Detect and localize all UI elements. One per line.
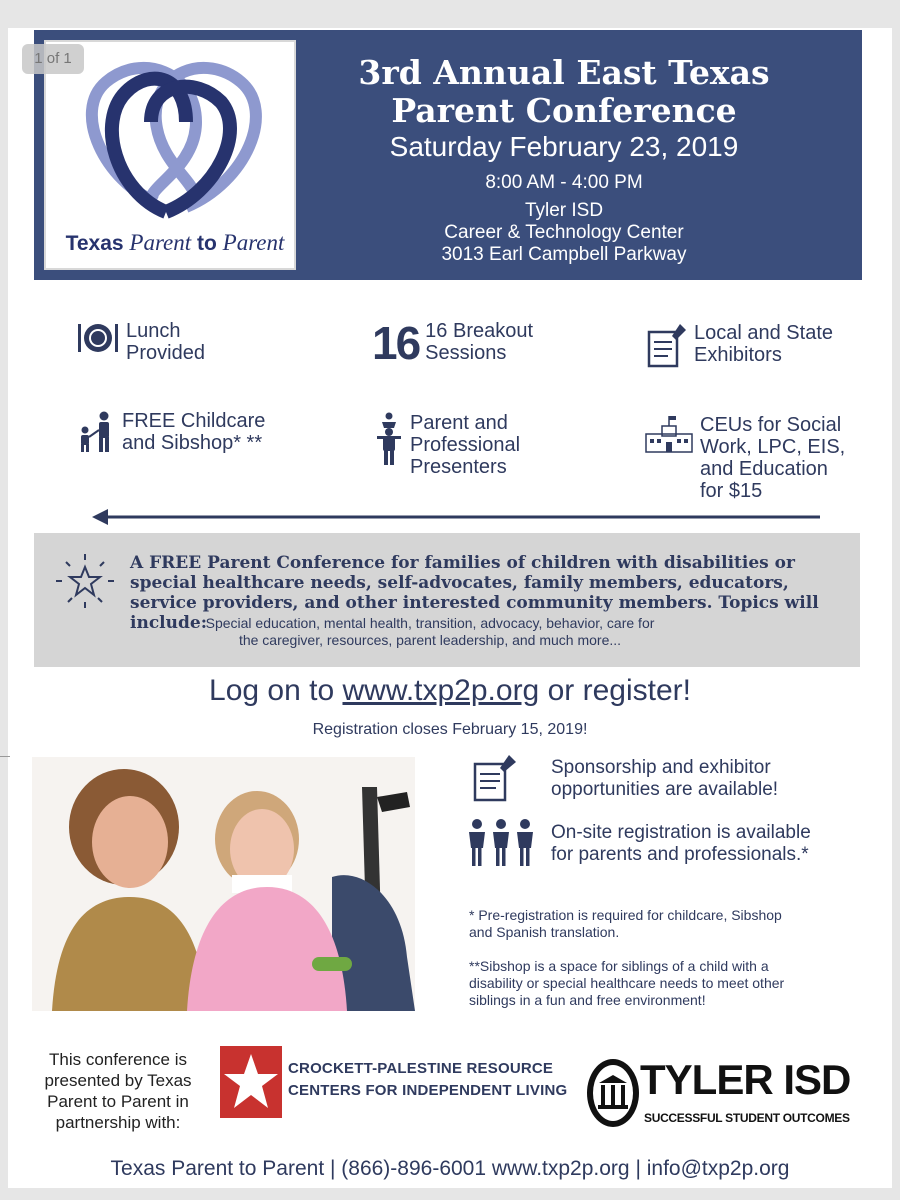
childcare-label-line1: FREE Childcare [122,410,266,432]
feature-childcare [76,410,265,454]
venue-line3: 3013 Earl Campbell Parkway [441,244,687,265]
logo-word-texas: Texas [65,232,130,255]
parent-child-shoulders-icon [374,412,404,466]
registration-deadline: Registration closes February 15, 2019! [312,721,588,738]
ceus-label-line4: for $15 [700,480,763,502]
arrow-left-icon [92,507,822,527]
info-topics-line1: Special education, mental health, transition, advocacy, behavior, care for [205,615,655,631]
exhibitors-label-line1: Local and State [694,322,833,344]
group-people-icon [466,818,536,868]
logo-word-to: to [191,232,223,255]
breakout-label-line2: Sessions [425,342,507,364]
event-title [310,54,818,130]
register-prefix: Log on to [209,674,343,707]
plate-cutlery-icon [76,320,120,356]
venue-line2: Career & Technology Center [444,222,684,243]
onsite-line1: On-site registration is available [551,822,811,843]
info-topics-line2: the caregiver, resources, parent leadership, and much more... [238,632,622,648]
childcare-label-line2: and Sibshop* ** [122,432,263,454]
logo-wordmark [60,230,290,256]
info-topics [130,615,730,649]
cprc-line1: CROCKETT-PALESTINE RESOURCE [288,1060,554,1077]
tyler-isd-emblem-icon [585,1057,641,1129]
cprc-name [288,1058,588,1102]
page-counter: 1 of 1 [22,44,84,74]
cprc-logo [220,1046,282,1118]
breakout-number: 16 [372,317,420,369]
event-date: Saturday February 23, 2019 [389,131,739,162]
register-link[interactable]: www.txp2p.org [342,674,540,707]
edge-rule [0,756,10,757]
star-burst-icon [54,552,116,610]
event-title-line1: 3rd Annual East Texas [358,53,770,92]
cprc-line2: CENTERS FOR INDEPENDENT LIVING [288,1082,568,1099]
feature-lunch [76,320,205,364]
onsite-line2: for parents and professionals.* [551,844,809,865]
info-heading: A FREE Parent Conference for families of children with disabilities or special healthcare needs, self-advocates, family members, educators, service providers, and other interested community members. Topics will include: [130,553,819,633]
sponsorship-line1: Sponsorship and exhibitor [551,757,771,778]
feature-exhibitors [646,322,833,370]
footnote-preregistration [469,907,782,941]
logo-word-parent-2: Parent [222,230,285,255]
note1-line1: * Pre-registration is required for childcare, Sibshop [469,907,782,923]
presenters-label-line1: Parent and [410,412,508,434]
lunch-label-line1: Lunch [126,320,181,342]
breakout-label-line1: 16 Breakout [425,320,534,342]
event-title-line2: Parent Conference [391,91,737,130]
ceus-label-line2: Work, LPC, EIS, [700,436,846,458]
note2-line3: siblings in a fun and free environment! [469,992,706,1008]
school-building-icon [644,414,694,454]
feature-presenters [374,412,520,478]
register-callout [0,674,900,708]
sponsorship-note [551,757,778,801]
feature-ceus [644,414,845,502]
tyler-isd-name: TYLER ISD [640,1056,851,1103]
footnote-sibshop [469,958,784,1009]
note1-line2: and Spanish translation. [469,924,620,940]
presenters-label-line2: Professional [410,434,521,456]
exhibitors-label-line2: Exhibitors [694,344,782,366]
clipboard-pin-icon [646,322,688,370]
note2-line2: disability or special healthcare needs to meet other [469,975,785,991]
onsite-note [551,822,811,866]
star-icon [220,1046,282,1118]
photo-mother-daughter [32,757,415,1011]
tyler-isd-tagline: SUCCESSFUL STUDENT OUTCOMES [644,1111,850,1125]
ceus-label-line1: CEUs for Social [700,414,842,436]
venue-line1: Tyler ISD [524,200,604,221]
presented-by-text: This conference is presented by Texas Parent to Parent in partnership with: [44,1050,192,1132]
clipboard-pin-icon-2 [472,752,518,804]
ceus-label-line3: and Education [700,458,828,480]
lunch-label-line2: Provided [126,342,205,364]
presenters-label-line3: Presenters [410,456,507,478]
texas-p2p-logo [44,40,296,270]
event-details [310,172,818,266]
footer-contact: Texas Parent to Parent | (866)-896-6001 www.txp2p.org | info@txp2p.org [110,1157,790,1180]
adult-child-icon [76,410,116,454]
event-time: 8:00 AM - 4:00 PM [485,172,643,193]
register-suffix: or register! [539,674,691,707]
sponsorship-line2: opportunities are available! [551,779,779,800]
note2-line1: **Sibshop is a space for siblings of a child with a [469,958,769,974]
logo-word-parent: Parent [129,230,192,255]
feature-breakout [372,317,534,369]
